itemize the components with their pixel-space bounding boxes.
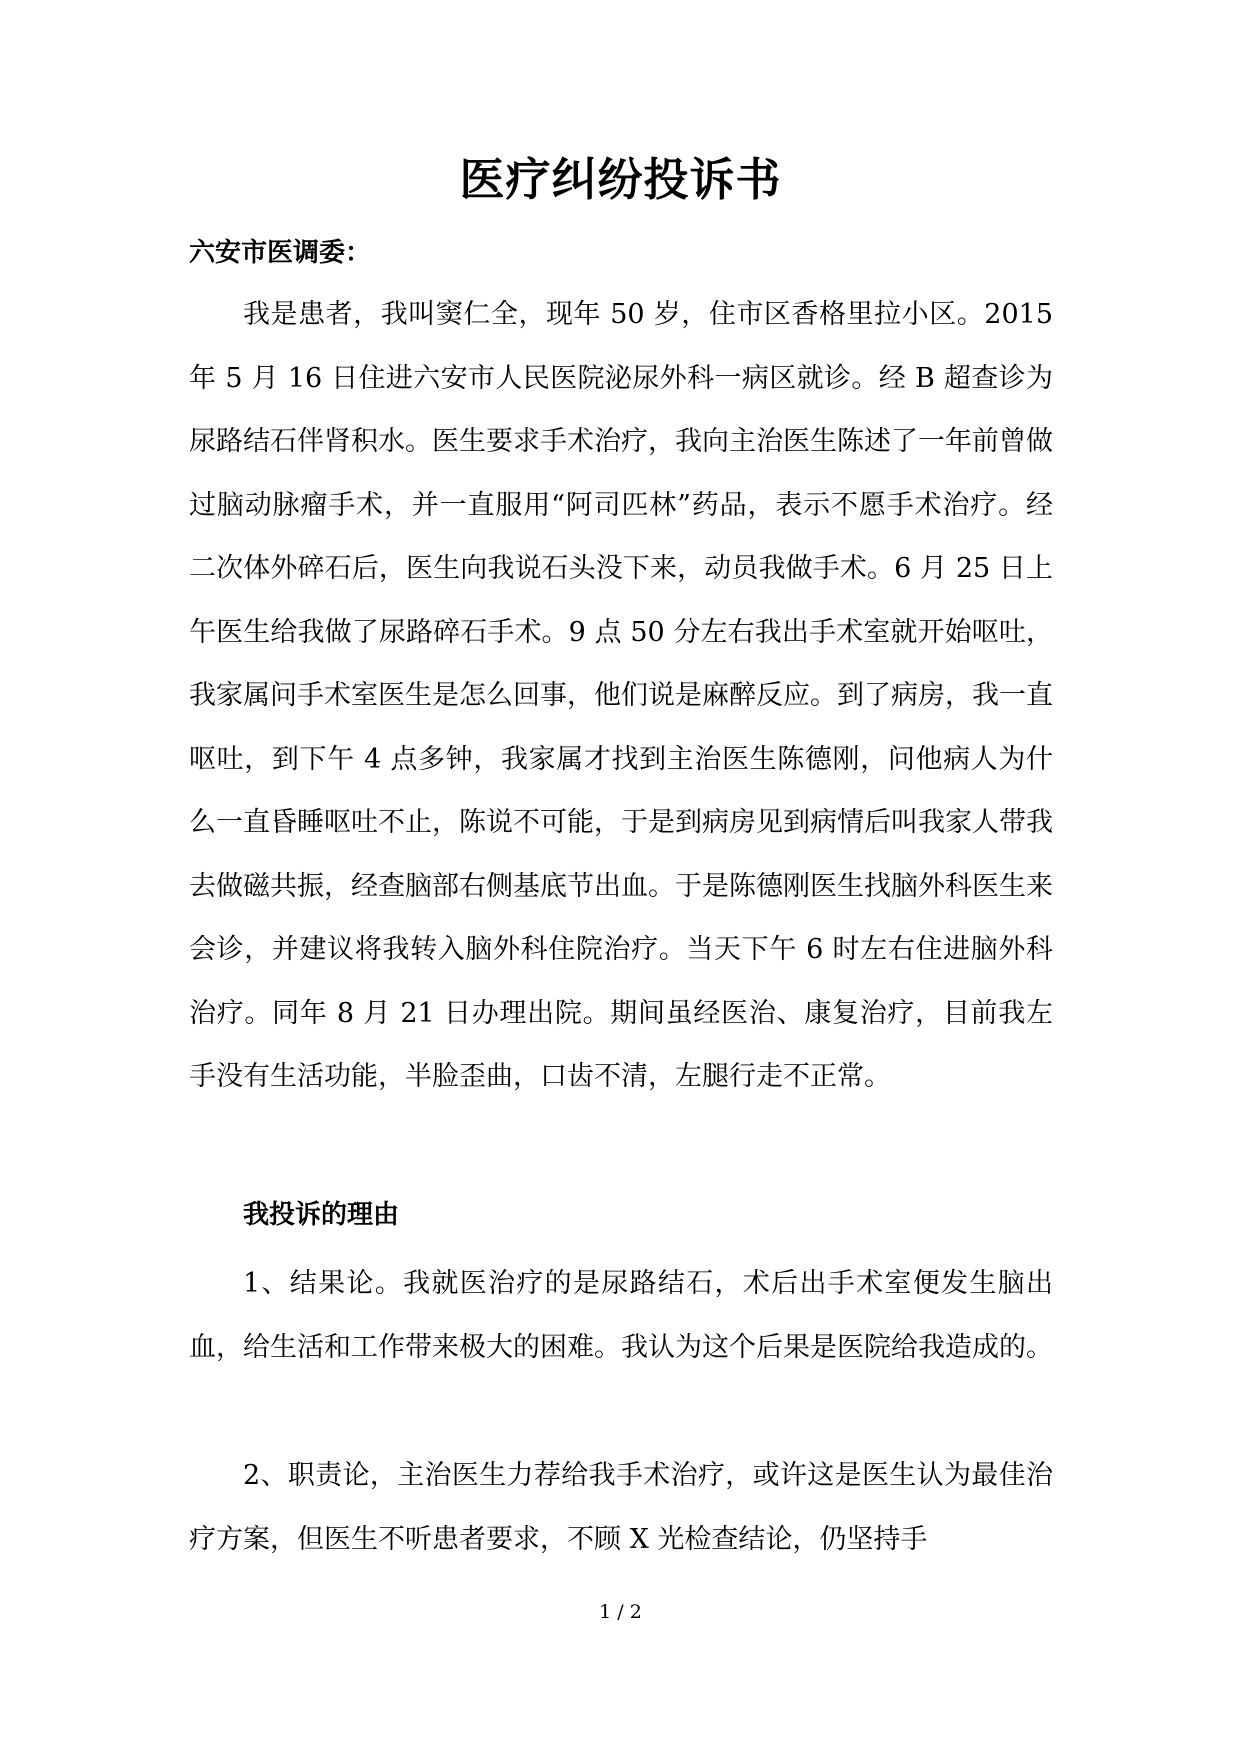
body-paragraph-1: 我是患者，我叫窦仁全，现年 50 岁，住市区香格里拉小区。2015 年 5 月 16 日住进六安市人民医院泌尿外科一病区就诊。经 B 超查诊为尿路结石伴肾积水。医生要求手术治疗，我向主治医生陈述了一年前曾做过脑动脉瘤手术，并一直服用“阿司匹林”药品，表示不愿手术治疗。经二次体外碎石后，医生向我说石头没下来，动员我做手术。6 月 25 日上午医生给我做了尿路碎石手术。9 点 50 分左右我出手术室就开始呕吐，我家属问手术室医生是怎么回事，他们说是麻醉反应。到了病房，我一直呕吐，到下午 4 点多钟，我家属才找到主治医生陈德刚，问他病人为什么一直昏睡呕吐不止，陈说不可能，于是到病房见到病情后叫我家人带我去做磁共振，经查脑部右侧基底节出血。于是陈德刚医生找脑外科医生来会诊，并建议将我转入脑外科住院治疗。当天下午 6 时左右住进脑外科治疗。同年 8 月 21 日办理出院。期间虽经医治、康复治疗，目前我左手没有生活功能，半脸歪曲，口齿不清，左腿行走不正常。 <box>189 299 1053 1092</box>
reason-paragraph-2: 2、职责论，主治医生力荐给我手术治疗，或许这是医生认为最佳治疗方案，但医生不听患者要求，不顾 X 光检查结论，仍坚持手 <box>189 1460 1053 1555</box>
salutation: 六安市医调委： <box>189 238 372 268</box>
page-number: 1 / 2 <box>599 1601 642 1623</box>
section-heading-complaint-reasons: 我投诉的理由 <box>243 1200 400 1230</box>
document-title: 医疗纠纷投诉书 <box>459 153 782 206</box>
reason-paragraph-1: 1、结果论。我就医治疗的是尿路结石，术后出手术室便发生脑出血，给生活和工作带来极大的困难。我认为这个后果是医院给我造成的。 <box>189 1268 1053 1363</box>
